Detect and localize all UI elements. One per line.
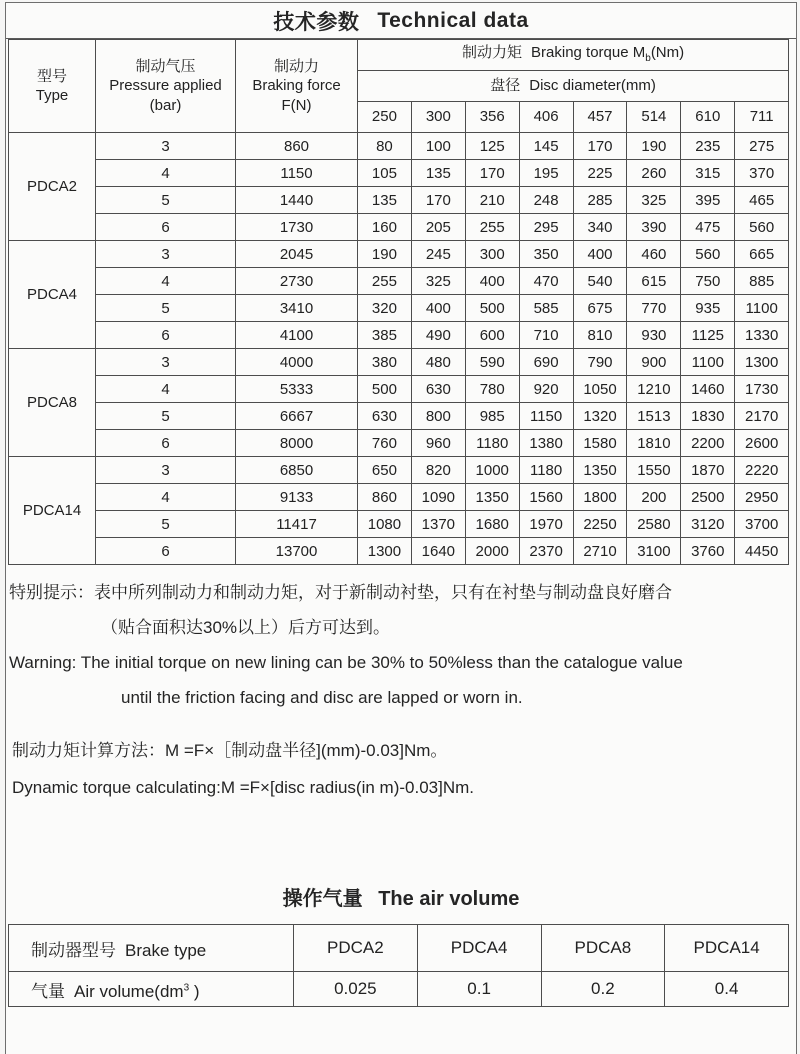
data-row — [9, 457, 789, 484]
air-volume-value-cell: 0.2 — [541, 972, 665, 1007]
torque-cell: 1125 — [681, 322, 735, 349]
torque-cell: 1800 — [573, 484, 627, 511]
torque-cell: 470 — [519, 268, 573, 295]
torque-cell: 1580 — [573, 430, 627, 457]
torque-cell: 800 — [411, 403, 465, 430]
col-header-torque-cn: 制动力矩 — [462, 44, 523, 62]
torque-cell: 145 — [519, 133, 573, 160]
torque-cell: 260 — [627, 160, 681, 187]
pressure-cell: 5 — [96, 295, 236, 322]
torque-cell: 2710 — [573, 538, 627, 565]
torque-cell: 190 — [627, 133, 681, 160]
data-row — [9, 349, 789, 376]
col-header-force-en2: F(N) — [281, 96, 312, 114]
air-volume-title — [6, 882, 796, 911]
torque-cell: 245 — [411, 241, 465, 268]
torque-cell: 540 — [573, 268, 627, 295]
header-row-1 — [9, 40, 789, 71]
pressure-cell: 4 — [96, 160, 236, 187]
torque-cell: 770 — [627, 295, 681, 322]
torque-cell: 275 — [735, 133, 789, 160]
page-title — [6, 3, 796, 39]
data-row — [9, 214, 789, 241]
torque-cell: 630 — [411, 376, 465, 403]
col-header-force-cn: 制动力 — [273, 57, 319, 75]
torque-cell: 900 — [627, 349, 681, 376]
torque-cell: 160 — [358, 214, 412, 241]
torque-cell: 340 — [573, 214, 627, 241]
page-frame — [5, 2, 797, 1054]
data-row — [9, 430, 789, 457]
torque-cell: 400 — [411, 295, 465, 322]
air-volume-value-cell: 0.4 — [665, 972, 789, 1007]
torque-cell: 1830 — [681, 403, 735, 430]
data-row — [9, 484, 789, 511]
torque-cell: 500 — [465, 295, 519, 322]
torque-cell: 385 — [358, 322, 412, 349]
torque-cell: 690 — [519, 349, 573, 376]
torque-cell: 325 — [627, 187, 681, 214]
data-row — [9, 241, 789, 268]
data-row — [9, 538, 789, 565]
torque-cell: 255 — [358, 268, 412, 295]
air-volume-value-label: 气量 Air $volume(dm^3$ ) — [9, 972, 294, 1007]
torque-cell: 585 — [519, 295, 573, 322]
data-row — [9, 403, 789, 430]
torque-cell: 465 — [735, 187, 789, 214]
torque-cell: 930 — [627, 322, 681, 349]
col-header-pressure-cn: 制动气压 — [135, 57, 196, 75]
torque-cell: 615 — [627, 268, 681, 295]
col-header-type-en: Type — [35, 87, 69, 104]
torque-cell: 1513 — [627, 403, 681, 430]
torque-cell: 1000 — [465, 457, 519, 484]
air-volume-value-cell: 0.025 — [294, 972, 418, 1007]
pressure-cell: 3 — [96, 241, 236, 268]
torque-cell: 1640 — [411, 538, 465, 565]
air-volume-types-row — [9, 925, 789, 972]
note-cn-line2: （贴合面积达30%以上）后方可达到。 — [101, 618, 391, 637]
torque-cell: 2950 — [735, 484, 789, 511]
col-header-disc-en: Disc diameter(mm) — [529, 76, 656, 94]
torque-cell: 2200 — [681, 430, 735, 457]
torque-cell: 105 — [358, 160, 412, 187]
brake-type-cell: PDCA8 — [9, 349, 96, 457]
page-title-cn: 技术参数 — [273, 10, 360, 34]
torque-cell: 2250 — [573, 511, 627, 538]
torque-cell: 205 — [411, 214, 465, 241]
diameter-header-cell: 356 — [465, 102, 519, 133]
force-cell: 2730 — [236, 268, 358, 295]
pressure-cell: 4 — [96, 376, 236, 403]
diameter-header-cell: 711 — [735, 102, 789, 133]
torque-cell: 2370 — [519, 538, 573, 565]
torque-cell: 1090 — [411, 484, 465, 511]
torque-cell: 300 — [465, 241, 519, 268]
torque-cell: 675 — [573, 295, 627, 322]
pressure-cell: 6 — [96, 430, 236, 457]
force-cell: 5333 — [236, 376, 358, 403]
air-volume-values-row — [9, 972, 789, 1007]
torque-cell: 390 — [627, 214, 681, 241]
torque-cell: 490 — [411, 322, 465, 349]
formula-cn: 制动力矩计算方法：M =F×［制动盘半径](mm)-0.03]Nm。 — [12, 741, 448, 760]
pressure-cell: 5 — [96, 511, 236, 538]
formula-en: Dynamic torque calculating:M =F×[disc radius(in m)-0.03]Nm. — [12, 778, 474, 797]
air-volume-type-cell: PDCA4 — [417, 925, 541, 972]
torque-cell: 295 — [519, 214, 573, 241]
torque-cell: 710 — [519, 322, 573, 349]
torque-cell: 750 — [681, 268, 735, 295]
pressure-cell: 6 — [96, 322, 236, 349]
force-cell: 6667 — [236, 403, 358, 430]
torque-cell: 790 — [573, 349, 627, 376]
warning-notes — [9, 575, 792, 715]
torque-cell: 1100 — [681, 349, 735, 376]
col-header-type-cn: 型号 — [36, 67, 67, 85]
torque-cell: 235 — [681, 133, 735, 160]
force-cell: 860 — [236, 133, 358, 160]
torque-cell: 860 — [358, 484, 412, 511]
technical-data-table — [8, 39, 789, 565]
pressure-cell: 6 — [96, 538, 236, 565]
pressure-cell: 3 — [96, 349, 236, 376]
torque-cell: 2170 — [735, 403, 789, 430]
air-volume-value-cell: 0.1 — [417, 972, 541, 1007]
torque-cell: 1300 — [358, 538, 412, 565]
brake-type-cell: PDCA14 — [9, 457, 96, 565]
note-cn-line1: 特别提示：表中所列制动力和制动力矩，对于新制动衬垫，只有在衬垫与制动盘良好磨合 — [9, 583, 672, 602]
data-row — [9, 376, 789, 403]
torque-cell: 285 — [573, 187, 627, 214]
force-cell: 13700 — [236, 538, 358, 565]
brake-type-cell: PDCA4 — [9, 241, 96, 349]
torque-cell: 1350 — [465, 484, 519, 511]
col-header-pressure-en2: (bar) — [149, 96, 182, 114]
col-header-force — [236, 40, 358, 133]
pressure-cell: 3 — [96, 457, 236, 484]
torque-cell: 1560 — [519, 484, 573, 511]
torque-cell: 135 — [411, 160, 465, 187]
col-header-torque — [358, 40, 789, 71]
torque-cell: 820 — [411, 457, 465, 484]
data-row — [9, 187, 789, 214]
torque-cell: 1680 — [465, 511, 519, 538]
air-volume-type-cell: PDCA8 — [541, 925, 665, 972]
page-title-en: Technical data — [377, 8, 529, 32]
torque-cell: 380 — [358, 349, 412, 376]
force-cell: 2045 — [236, 241, 358, 268]
pressure-cell: 4 — [96, 268, 236, 295]
torque-cell: 400 — [573, 241, 627, 268]
col-header-pressure-en1: Pressure applied — [109, 77, 222, 95]
air-volume-type-label: 制动器型号 Brake type — [9, 925, 294, 972]
torque-cell: 170 — [411, 187, 465, 214]
force-cell: 8000 — [236, 430, 358, 457]
pressure-cell: 5 — [96, 187, 236, 214]
torque-cell: 1550 — [627, 457, 681, 484]
torque-cell: 1180 — [465, 430, 519, 457]
col-header-pressure — [96, 40, 236, 133]
data-row — [9, 295, 789, 322]
torque-cell: 1380 — [519, 430, 573, 457]
torque-cell: 935 — [681, 295, 735, 322]
air-volume-type-cell: PDCA14 — [665, 925, 789, 972]
col-header-type — [9, 40, 96, 133]
torque-cell: 4450 — [735, 538, 789, 565]
data-row — [9, 160, 789, 187]
torque-cell: 370 — [735, 160, 789, 187]
torque-cell: 210 — [465, 187, 519, 214]
note-en-line1: Warning: The initial torque on new lining can be 30% to 50%less than the catalogue value — [9, 653, 683, 672]
pressure-cell: 4 — [96, 484, 236, 511]
torque-cell: 225 — [573, 160, 627, 187]
data-row — [9, 133, 789, 160]
data-row — [9, 268, 789, 295]
diameter-header-cell: 406 — [519, 102, 573, 133]
torque-cell: 985 — [465, 403, 519, 430]
col-header-disc-diameter — [358, 71, 789, 102]
air-volume-table — [8, 924, 789, 1007]
torque-cell: 125 — [465, 133, 519, 160]
torque-cell: 665 — [735, 241, 789, 268]
torque-cell: 325 — [411, 268, 465, 295]
col-header-disc-cn: 盘径 — [490, 76, 521, 94]
force-cell: 11417 — [236, 511, 358, 538]
torque-cell: 1730 — [735, 376, 789, 403]
torque-cell: 1970 — [519, 511, 573, 538]
torque-cell: 190 — [358, 241, 412, 268]
torque-cell: 780 — [465, 376, 519, 403]
torque-cell: 600 — [465, 322, 519, 349]
force-cell: 9133 — [236, 484, 358, 511]
air-volume-type-cell: PDCA2 — [294, 925, 418, 972]
torque-cell: 195 — [519, 160, 573, 187]
torque-cell: 1370 — [411, 511, 465, 538]
torque-cell: 2500 — [681, 484, 735, 511]
torque-cell: 560 — [681, 241, 735, 268]
torque-cell: 2220 — [735, 457, 789, 484]
torque-cell: 810 — [573, 322, 627, 349]
torque-cell: 2000 — [465, 538, 519, 565]
torque-cell: 1150 — [519, 403, 573, 430]
data-row — [9, 511, 789, 538]
torque-cell: 1080 — [358, 511, 412, 538]
torque-cell: 3120 — [681, 511, 735, 538]
torque-cell: 3100 — [627, 538, 681, 565]
torque-cell: 1350 — [573, 457, 627, 484]
torque-cell: 560 — [735, 214, 789, 241]
brake-type-cell: PDCA2 — [9, 133, 96, 241]
force-cell: 1730 — [236, 214, 358, 241]
torque-cell: 1180 — [519, 457, 573, 484]
force-cell: 4100 — [236, 322, 358, 349]
torque-cell: 500 — [358, 376, 412, 403]
torque-cell: 3760 — [681, 538, 735, 565]
diameter-header-cell: 250 — [358, 102, 412, 133]
torque-cell: 1100 — [735, 295, 789, 322]
torque-cell: 1870 — [681, 457, 735, 484]
torque-cell: 630 — [358, 403, 412, 430]
torque-cell: 315 — [681, 160, 735, 187]
torque-cell: 255 — [465, 214, 519, 241]
diameter-header-cell: 610 — [681, 102, 735, 133]
torque-cell: 920 — [519, 376, 573, 403]
torque-cell: 1460 — [681, 376, 735, 403]
torque-cell: 760 — [358, 430, 412, 457]
pressure-cell: 3 — [96, 133, 236, 160]
torque-cell: 80 — [358, 133, 412, 160]
torque-cell: 200 — [627, 484, 681, 511]
torque-cell: 3700 — [735, 511, 789, 538]
torque-cell: 1050 — [573, 376, 627, 403]
torque-cell: 1210 — [627, 376, 681, 403]
note-en-line2: until the friction facing and disc are lapped or worn in. — [121, 688, 523, 707]
diameter-header-cell: 514 — [627, 102, 681, 133]
force-cell: 4000 — [236, 349, 358, 376]
torque-cell: 960 — [411, 430, 465, 457]
air-volume-title-cn: 操作气量 — [282, 888, 363, 910]
torque-cell: 480 — [411, 349, 465, 376]
torque-cell: 590 — [465, 349, 519, 376]
torque-cell: 475 — [681, 214, 735, 241]
torque-cell: 170 — [465, 160, 519, 187]
torque-cell: 2600 — [735, 430, 789, 457]
diameter-header-cell: 300 — [411, 102, 465, 133]
torque-cell: 170 — [573, 133, 627, 160]
air-volume-title-en: The air volume — [378, 888, 520, 910]
pressure-cell: 6 — [96, 214, 236, 241]
force-cell: 1150 — [236, 160, 358, 187]
torque-cell: 460 — [627, 241, 681, 268]
torque-cell: 400 — [465, 268, 519, 295]
torque-cell: 1810 — [627, 430, 681, 457]
torque-cell: 135 — [358, 187, 412, 214]
force-cell: 1440 — [236, 187, 358, 214]
torque-cell: 885 — [735, 268, 789, 295]
pressure-cell: 5 — [96, 403, 236, 430]
torque-cell: 248 — [519, 187, 573, 214]
torque-cell: 1330 — [735, 322, 789, 349]
torque-cell: 395 — [681, 187, 735, 214]
torque-cell: 2580 — [627, 511, 681, 538]
torque-cell: 100 — [411, 133, 465, 160]
torque-cell: 1300 — [735, 349, 789, 376]
col-header-force-en1: Braking force — [252, 77, 341, 95]
torque-cell: 650 — [358, 457, 412, 484]
torque-formulas — [12, 732, 792, 806]
data-row — [9, 322, 789, 349]
col-header-torque-en: Braking torque $M_b(Nm)$ — [531, 44, 685, 65]
torque-cell: 1320 — [573, 403, 627, 430]
force-cell: 3410 — [236, 295, 358, 322]
torque-cell: 320 — [358, 295, 412, 322]
diameter-header-cell: 457 — [573, 102, 627, 133]
torque-cell: 350 — [519, 241, 573, 268]
force-cell: 6850 — [236, 457, 358, 484]
